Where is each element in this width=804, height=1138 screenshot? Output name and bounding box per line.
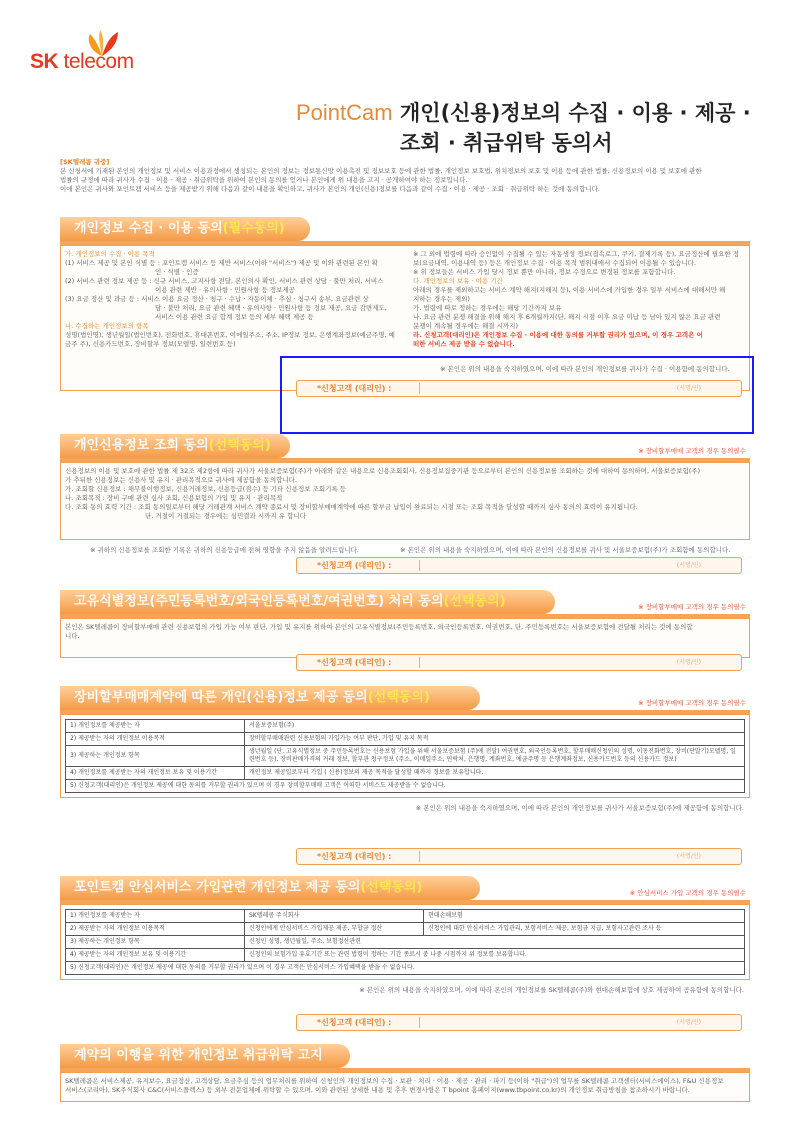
signature-row[interactable] [296, 1014, 742, 1031]
text-line: 보(요금내역, 이용내역 등) 등은 개인정보 수집 · 이용 목적 범위내에서 수집되어 이용될 수 있습니다. [413, 259, 697, 267]
signature-hint: (서명/인) [676, 659, 701, 666]
table-cell: 5) 신청고객(대리인)은 개인정보 제공에 대한 동의를 거부할 권리가 있으며 이 경우 고객은 안심서비스 가입혜택을 받을 수 없습니다. [66, 962, 745, 975]
signature-hint: (서명/인) [676, 1019, 701, 1026]
text-line: 다. 개인정보의 보유 · 이용 기간 [413, 277, 503, 285]
signature-label: *신청고객 (대리인) : [317, 384, 392, 393]
section-title: 장비할부매매계약에 따른 개인(신용)정보 제공 동의 [74, 690, 368, 705]
signature-label: *신청고객 (대리인) : [317, 658, 392, 667]
section-header [60, 434, 290, 458]
table-cell: 서울보증보험(주) [245, 720, 745, 733]
section-body [60, 462, 750, 540]
signature-row[interactable] [296, 654, 742, 671]
divider [419, 383, 420, 394]
text-line: SK텔레콤은 서비스제공, 유지보수, 요금정산, 고객상담, 요금추심 등의 업무처리를 위하여 신청인의 개인정보의 수집 · 보관 · 처리 · 이용 · 제공 · 관리 · 파기 등(이하 "취급")의 업무를 SK텔레콤 고객센터(서비스에이스), F&U 신용정보 [65, 1077, 724, 1085]
section-body [60, 1072, 750, 1102]
text-line: 나. 조회목적 : 장비 구매 관련 심사 조회, 신용보험의 가입 및 유지 · 관리목적 [65, 494, 283, 502]
table-cell: 2) 제공받는 자의 개인정보 이용목적 [66, 733, 245, 746]
table-row [66, 910, 745, 923]
text-line: 지하는 경우는 제외) [413, 295, 470, 303]
divider [419, 851, 420, 862]
section-note: ※ 장비할부매매 고객의 경우 동의필수 [638, 603, 746, 611]
table-cell: 생년월일 (단, 고유식별정보 중 주민등록번호는 신용보험 가입을 위해 서울보증보험 (주)에 전달) 여권번호, 외국인등록번호, 할부매매신청인의 성명, 이동전화번호, 장비(단말기)모델명, 일련번호 등), 장비판매가격의 거래 정보, 할부관 청구정보 (주소, 이메일주소, 연락처, 은행명, 계좌번호, 예금주명 등 은행계좌정보, 신용카드번호 등의 신용카드 정보) [245, 746, 745, 767]
text-line: 서비스 이용 관련 요금 합계 정보 등의 세부 혜택 제공 등 [155, 313, 314, 321]
pointcam-label: PointCam [296, 100, 393, 125]
table-row [66, 767, 745, 780]
text-line: 신용정보의 이용 및 보호에 관한 법률 제 32조 제2항에 따라 귀사가 서울보증보험(주)가 아래와 같은 내용으로 신용조회회사, 신용정보집중기관 등으로부터 본인의 신용정보를 조회하는 것에 대하여 동의하며, 서울보증보험(주) [65, 467, 701, 475]
section-optional-tag: (선택동의) [360, 880, 423, 895]
consent-confirm-text: ※ 본인은 위의 내용을 숙지하였으며, 이에 따라 본인의 개인정보를 귀사가 수집 · 이용함에 동의합니다. [440, 365, 730, 373]
consent-confirm-text: ※ 본인은 위의 내용을 숙지하였으며, 이에 따라 본인의 개인정보를 귀사가 서울보증보험(주)에 제공함에 동의합니다. [415, 804, 744, 812]
table-row [66, 949, 745, 962]
credit-notice-text: ※ 귀하의 신용정보를 조회한 기록은 귀하의 신용등급에 전혀 영향을 주지 않음을 알려드립니다. [90, 546, 359, 554]
table-cell: 신청인에게 안심서비스 가입제공 제공, 부합금 정산 [245, 923, 424, 936]
table-cell: SK텔레콤 주식회사 [245, 910, 424, 923]
section-outsourcing-notice [60, 1044, 750, 1102]
section-body [60, 714, 750, 798]
title-line-2: 조회 · 취급위탁 동의서 [400, 131, 613, 155]
telecom-label: telecom [63, 50, 134, 73]
section-note: ※ 장비할부매매 고객의 경우 동의필수 [638, 447, 746, 455]
text-line: 가. 개인정보의 수집 · 이용 목적 [65, 250, 155, 258]
text-line: ※ 그 외에 법령에 따라 승인없이 수집될 수 있는 자동생성 정보(접속로그, 쿠키, 결제기록 등), 요금정산에 필요한 정 [413, 250, 740, 258]
section-header [60, 217, 310, 241]
section-body [60, 618, 750, 658]
signature-label: *신청고객 (대리인) : [317, 1018, 392, 1027]
table-row [66, 720, 745, 733]
text-line: (1) 서비스 제공 및 본인 식별 등 : 포인트캠 서비스 등 제반 서비스(이하 "서비스") 제공 및 이와 관련된 본인 확 [65, 259, 378, 267]
section-optional-tag: (선택동의) [208, 438, 271, 453]
section-title: 계약의 이행을 위한 개인정보 취급위탁 고지 [74, 1048, 323, 1063]
table-cell: 신청인 성명, 생년월일, 주소, 보험정산관련 [245, 936, 745, 949]
table-cell: 1) 개인정보를 제공받는 자 [66, 910, 245, 923]
text-line: 담 · 불만 처리, 요금 관련 혜택 · 유의사항 · 민원사항 등 정보 제공, 요금 감면제도, [155, 304, 387, 312]
intro-block [60, 158, 750, 194]
section-installment-consent [60, 686, 750, 816]
divider [419, 657, 420, 668]
provision-table [65, 909, 745, 975]
text-line: 나. 수집하는 개인정보의 항목 [65, 322, 149, 330]
text-line: 서비스(코리아), SK주식회사 C&C(서비스플렉스) 등 외부 전문업체에 위탁할 수 있으며, 이와 관련된 상세한 내용 및 추후 변경사항은 T bpoint 홈페이지(www.tbpoint.co.kr)의 개인정보 취급방침을 참조하시기 바랍니다. [65, 1086, 690, 1094]
sk-label: SK [30, 50, 59, 73]
document-title [400, 98, 751, 158]
provision-table [65, 719, 745, 793]
signature-hint: (서명/인) [676, 853, 701, 860]
text-line: 인 · 식별 · 인증 [155, 268, 199, 276]
table-cell: 3) 제공하는 개인정보 항목 [66, 936, 245, 949]
section-optional-tag: (선택동의) [443, 594, 506, 609]
table-cell: 신청인에 대한 안심서비스 가입관리, 보험서비스 제공, 보험금 지급, 보험사고관련 조사 등 [424, 923, 745, 936]
consent-confirm-text: ※ 본인은 위의 내용을 숙지하였으며, 이에 따라 본인의 신용정보를 귀사 및 서울보증보험(주)가 조회함에 동의합니다. [400, 546, 731, 554]
divider [419, 1017, 420, 1028]
consent-confirm-text: ※ 본인은 위의 내용을 숙지하였으며, 이에 따라 본인의 개인정보를 SK텔레콤(주)와 현대손해보험에 상호 제공하여 공유함에 동의합니다. [359, 986, 744, 994]
section-title: 고유식별정보(주민등록번호/외국인등록번호/여권번호) 처리 동의 [74, 594, 444, 609]
table-cell: 3) 제공하는 개인정보 항목 [66, 746, 245, 767]
text-line: 가. 법령에 따로 정하는 경우에는 해당 기간까지 보유 [413, 304, 562, 312]
section-note: ※ 장비할부매매 고객의 경우 동의필수 [638, 699, 746, 707]
text-line: 단, 거절이 거절되는 경우에는 심민결과 시까지 유 합니다 [145, 512, 306, 520]
table-cell: 현대손해보험 [424, 910, 745, 923]
section-header [60, 590, 555, 614]
signature-row[interactable] [296, 380, 742, 397]
table-row [66, 936, 745, 949]
signature-row[interactable] [296, 557, 742, 574]
text-line: 가. 조회할 신용정보 : 채무불이행정보, 신용거래정보, 신용등급(점수) 등 기타 신용정보 조회기록 등 [65, 485, 347, 493]
text-line: 다. 조회 동의 효력 기간 : 조회 동의일로부터 해당 거래관계 서비스 계약 종료시 및 장비할부매매계약에 따른 할부금 납입이 완료되는 시점 또는 조회 목적을 달성할 때까지 심사 동의의 효력이 유지됩니다. [65, 503, 638, 511]
section-unique-id-consent [60, 590, 750, 658]
section-title: 개인신용정보 조회 동의 [74, 438, 209, 453]
text-line: 아래의 경우를 제외하고는 서비스 계약 해지(지해지 등), 이용 서비스에 가입한 경우 일부 서비스에 대해서만 해 [413, 286, 726, 294]
text-line: 떠한 서비스 제공 받을 수 없습니다. [413, 340, 515, 348]
pointcam-logo [296, 100, 393, 126]
signature-hint: (서명/인) [676, 562, 701, 569]
divider [419, 560, 420, 571]
text-line: 성명(법인명), 생년월일(법인번호), 전화번호, 휴대폰번호, 이메일주소, 주소, IP정보 정보, 은행계좌정보(예금주명, 예 [65, 331, 395, 339]
section-safety-service-consent [60, 876, 750, 998]
signature-row[interactable] [296, 848, 742, 865]
text-line: 니다. [65, 632, 80, 640]
section-note: ※ 안심서비스 가입 고객의 경우 동의필수 [629, 889, 746, 897]
text-line: 이용 관련 제반 · 유의사항 · 민원사항 등 정보제공 [155, 286, 295, 294]
table-row [66, 923, 745, 936]
table-row [66, 746, 745, 767]
text-line: ※ 위 정보들은 서비스 가입 당시 정보 뿐만 아니라, 정보 수정으로 변경된 정보를 포함합니다. [413, 268, 676, 276]
table-row [66, 733, 745, 746]
text-line: (2) 서비스 관련 정보 제공 등 : 신규 서비스, 고지사항 전달, 본인의사 확인, 서비스 관련 상담 · 불만 처리, 서비스 [65, 277, 384, 285]
intro-line: 본 신청서에 기재된 본인의 개인정보 및 서비스 이용과정에서 생성되는 본인의 정보는 정보통신망 이용촉진 및 정보보호 등에 관한 법률, 개인정보 보호법, 위치정보의 보호 및 이용 등에 관한 법률, 신용정보의 이용 및 보호에 관한 [60, 167, 702, 175]
text-line: 라. 신청고객(대리인)은 개인정보 수집 · 이용에 대한 동의를 거부할 권리가 있으며, 이 경우 고객은 어 [413, 331, 703, 339]
section-body [60, 904, 750, 980]
text-line: 본인은 SK텔레콤이 장비할부매매 관련 신용보험의 가입 가능 여부 판단, 가입 및 유지를 위하여 본인의 고유식별정보(주민등록번호, 외국인등록번호, 여권번호, 단, 주민등록번호는 서울보증보험에 전달될 처리는 것에 동의합 [65, 623, 693, 631]
text-line: 나. 요금 관련 분쟁 해결을 위해 해지 후 6개월까지(단, 해지 시점 이후 요금 미납 등 남아 있지 않은 요금 관련 [413, 313, 721, 321]
section-header [60, 1044, 350, 1068]
table-cell: 4) 제공받는 자의 개인정보 보유 및 이용기간 [66, 949, 245, 962]
signature-hint: (서명/인) [676, 385, 701, 392]
table-cell: 1) 개인정보를 제공받는 자 [66, 720, 245, 733]
text-line: (3) 요금 정산 및 과금 등 : 서비스 이용 요금 정산 · 청구 · 수납 · 자동이체 · 추심 · 청구서 송부, 요금관련 상 [65, 295, 369, 303]
section-header [60, 686, 480, 710]
intro-line: 법률의 규정에 따라 귀사가 수집 · 이용 · 제공 · 취급위탁을 위하여 본인의 동의를 얻거나 본인에게 위 내용을 고지 · 공개하여야 하는 정보입니다. [60, 176, 468, 184]
table-cell: 장비할부매매관련 신용보험의 가입가능 여부 판단, 가입 및 유지 목적 [245, 733, 745, 746]
section-title: 포인트캠 안심서비스 가입관련 개인정보 제공 동의 [74, 880, 361, 895]
text-line: 금주 주), 신용카드번호, 장비할부 정보(모델명, 일련번호 등) [65, 340, 236, 348]
table-cell: 2) 제공받는 자의 개인정보 이용목적 [66, 923, 245, 936]
left-column [65, 250, 405, 349]
table-cell: 4) 개인정보를 제공받는 자의 개인정보 보유 및 이용기간 [66, 767, 245, 780]
section-optional-tag: (선택동의) [367, 690, 430, 705]
text-line: 가 추뒤한 신용정보는 신용사 및 유지 · 관리목적으로 귀사에 제공함을 동의합니다. [65, 476, 298, 484]
table-row [66, 780, 745, 793]
table-cell: 개인정보 제공일로부터 가입 ( 신용)정보의 제공 목적을 달성할 때까지 정보를 보유합니다. [245, 767, 745, 780]
table-cell: 신청인의 보험가입 유효기간 또는 관련 법령이 정하는 기간 종료시 중 나중 시점까지 위 정보를 보유합니다. [245, 949, 745, 962]
section-credit-inquiry [60, 434, 750, 560]
signature-label: *신청고객 (대리인) : [317, 852, 392, 861]
table-cell: 5) 신청고객(대리인)은 개인정보 제공에 대한 동의를 거부할 권리가 있으며 이 경우 장비할부매매 고객은 어떠한 서비스도 제공받을 수 없습니다. [66, 780, 745, 793]
table-row [66, 962, 745, 975]
section-required-tag: (필수동의) [222, 221, 285, 236]
title-line-1: 개인(신용)정보의 수집 · 이용 · 제공 · [400, 101, 751, 125]
text-line: 분쟁이 계속될 경우에는 해결 시까지) [413, 322, 518, 330]
section-title: 개인정보 수집 · 이용 동의 [74, 221, 223, 236]
signature-label: *신청고객 (대리인) : [317, 561, 392, 570]
intro-line: 이에 본인은 귀사와 포인트캠 서비스 등을 제공받기 위해 다음과 같이 내용을 확인하고, 귀사가 본인의 개인(신용)정보를 다음과 같이 수집 · 이용 · 제공 · 조회 · 취급위탁 하는 것에 동의합니다. [60, 185, 600, 193]
intro-label: [SK텔레콤 귀중] [60, 158, 110, 166]
section-header [60, 876, 480, 900]
right-column [413, 250, 743, 349]
